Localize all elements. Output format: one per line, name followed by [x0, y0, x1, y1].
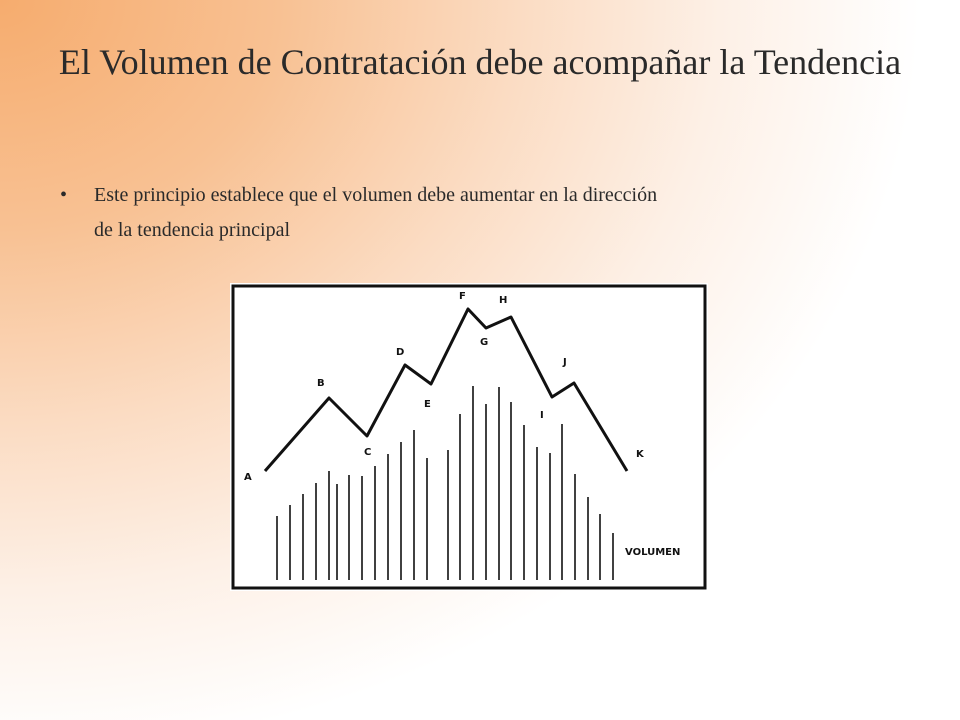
volume-label: VOLUMEN: [625, 547, 681, 558]
bullet-text-line1: Este principio establece que el volumen debe aumentar en la dirección: [94, 184, 658, 206]
point-label-j: J: [563, 357, 567, 368]
point-label-b: B: [317, 378, 325, 389]
bullet-dot: •: [60, 184, 68, 206]
point-label-h: H: [499, 295, 508, 306]
point-label-c: C: [364, 447, 372, 458]
bullet-item: [60, 178, 860, 248]
point-label-g: G: [480, 337, 489, 348]
point-label-d: D: [396, 347, 405, 358]
point-label-e: E: [424, 399, 431, 410]
point-label-k: K: [636, 449, 644, 460]
point-label-a: A: [244, 472, 252, 483]
trend-volume-figure: [230, 283, 708, 591]
bullet-list: [60, 178, 860, 248]
slide-title: El Volumen de Contratación debe acompañar la Tendencia: [58, 42, 902, 82]
point-label-i: I: [540, 410, 544, 421]
trend-volume-diagram: [230, 283, 708, 591]
bullet-text-line2: de la tendencia principal: [94, 219, 291, 241]
point-label-f: F: [459, 291, 466, 302]
